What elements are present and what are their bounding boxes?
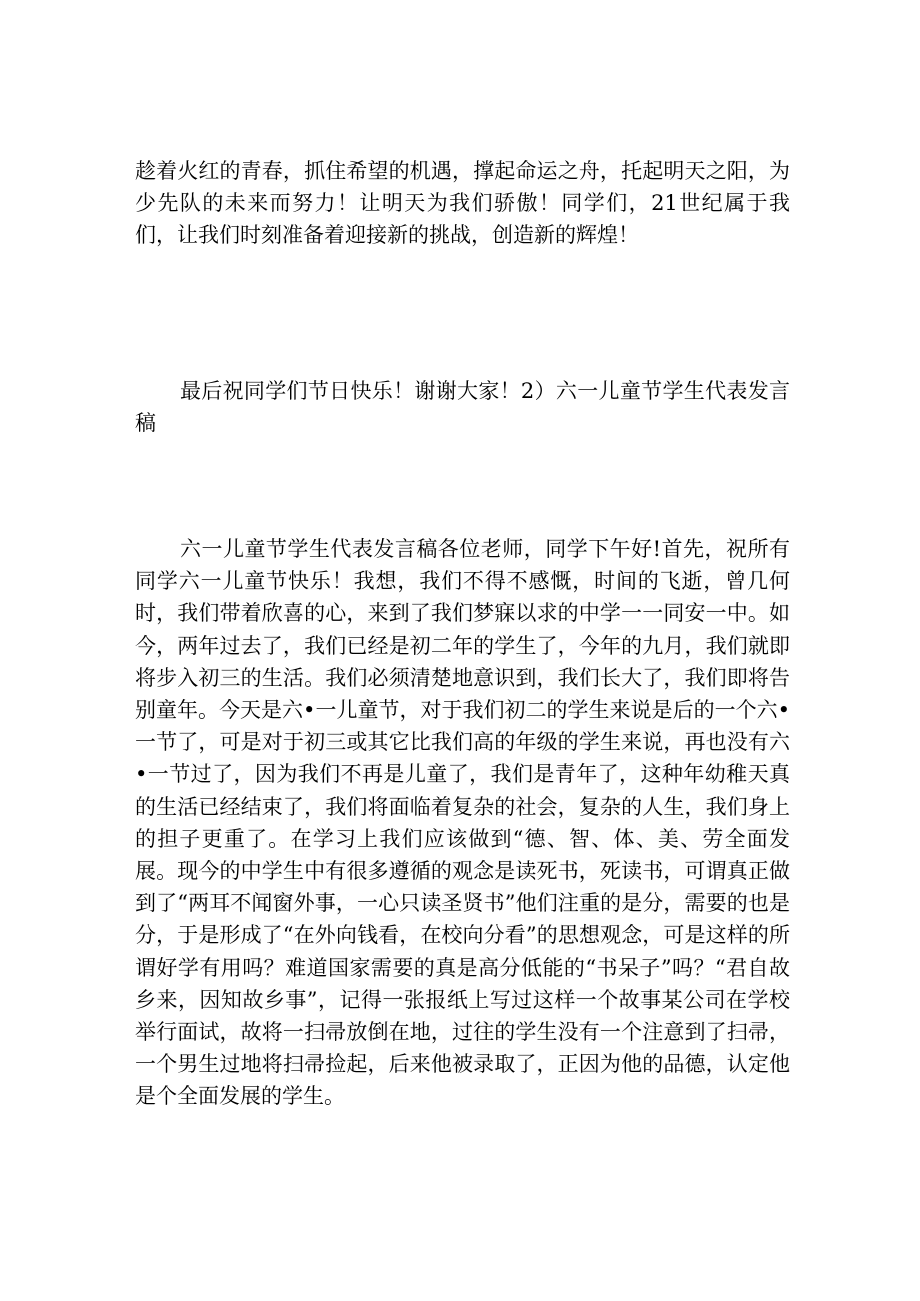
paragraph-thanks-and-heading: 最后祝同学们节日快乐！谢谢大家！2）六一儿童节学生代表发言稿 (135, 379, 790, 436)
paragraph-closing-exhortation: 趁着火红的青春，抓住希望的机遇，撑起命运之舟，托起明天之阳，为少先队的未来而努力！让明天为我们骄傲！同学们，21世纪属于我们，让我们时刻准备着迎接新的挑战，创造新的辉煌！ (135, 159, 790, 248)
paragraph-speech-body: 六一儿童节学生代表发言稿各位老师，同学下午好!首先，祝所有同学六一儿童节快乐！我想，我们不得不感慨，时间的飞逝，曾几何时，我们带着欣喜的心，来到了我们梦寐以求的中学一一同安一中。如今，两年过去了，我们已经是初二年的学生了，今年的九月，我们就即将步入初三的生活。我们必须清楚地意识到，我们长大了，我们即将告别童年。今天是六•一儿童节，对于我们初二的学生来说是后的一个六•一节了，可是对于初三或其它比我们高的年级的学生来说，再也没有六•一节过了，因为我们不再是儿童了，我们是青年了，这种年幼稚天真的生活已经结束了，我们将面临着复杂的社会，复杂的人生，我们身上的担子更重了。在学习上我们应该做到“德、智、体、美、劳全面发展。现今的中学生中有很多遵循的观念是读死书，死读书，可谓真正做到了“两耳不闻窗外事，一心只读圣贤书”他们注重的是分，需要的也是分，于是形成了“在外向钱看，在校向分看”的思想观念，可是这样的所谓好学有用吗？难道国家需要的真是高分低能的“书呆子”吗？“君自故乡来，因知故乡事”，记得一张报纸上写过这样一个故事某公司在学校举行面试，故将一扫帚放倒在地，过往的学生没有一个注意到了扫帚，一个男生过地将扫帚捡起，后来他被录取了，正因为他的品德，认定他是个全面发展的学生。 (135, 537, 790, 1109)
